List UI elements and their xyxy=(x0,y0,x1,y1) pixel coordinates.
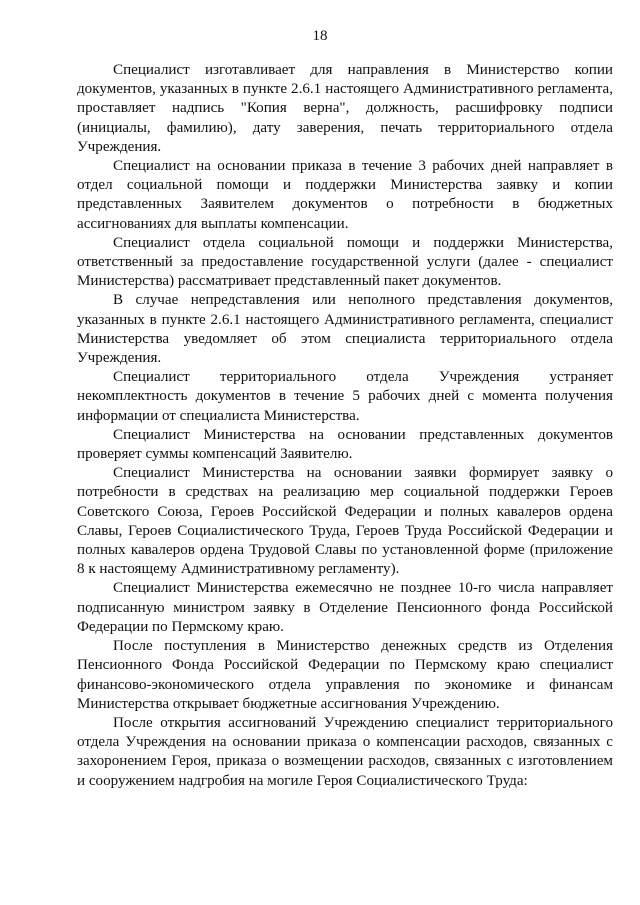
paragraph: В случае непредставления или неполного представления документов, указанных в пункте 2.6.1 настоящего Административного регламента, специалист Министерства уведомляет об этом специалиста территориального отдела Учреждения. xyxy=(77,292,613,367)
document-body xyxy=(77,61,613,791)
paragraph: Специалист изготавливает для направления в Министерство копии документов, указанных в пункте 2.6.1 настоящего Административного регламента, проставляет надпись "Копия верна", должность, расшифровку подписи (инициалы, фамилию), дату заверения, печать территориального отдела Учреждения. xyxy=(77,62,613,155)
paragraph: Специалист отдела социальной помощи и поддержки Министерства, ответственный за предоставление государственной услуги (далее - специалист Министерства) рассматривает представленный пакет документов. xyxy=(77,234,613,290)
paragraph: После открытия ассигнований Учреждению специалист территориального отдела Учреждения на основании приказа о компенсации расходов, связанных с захоронением Героя, приказа о возмещении расходов, связанных с изготовлением и сооружением надгробия на могиле Героя Социалистического Труда: xyxy=(77,714,613,789)
paragraph: Специалист Министерства на основании представленных документов проверяет суммы компенсаций Заявителю. xyxy=(77,426,613,463)
paragraph: Специалист на основании приказа в течение 3 рабочих дней направляет в отдел социальной помощи и поддержки Министерства заявку и копии представленных Заявителем документов о потребности в бюджетных ассигнованиях для выплаты компенсации. xyxy=(77,158,613,232)
paragraph: После поступления в Министерство денежных средств из Отделения Пенсионного Фонда Российской Федерации по Пермскому краю специалист финансово-экономического отдела управления по экономике и финансам Министерства открывает бюджетные ассигнования Учреждению. xyxy=(77,638,613,712)
page-number: 18 xyxy=(312,28,328,44)
paragraph: Специалист территориального отдела Учреждения устраняет некомплектность документов в течение 5 рабочих дней с момента получения информации от специалиста Министерства. xyxy=(77,369,613,424)
paragraph: Специалист Министерства на основании заявки формирует заявку о потребности в средствах на реализацию мер социальной поддержки Героев Советского Союза, Героев Российской Федерации и полных кавалеров ордена Славы, Героев Социалистического Труда, Героев Труда Российской Федерации и полных кавалеров ордена Трудовой Славы по установленной форме (приложение 8 к настоящему Административному регламенту). xyxy=(77,465,613,578)
paragraph: Специалист Министерства ежемесячно не позднее 10-го числа направляет подписанную министром заявку в Отделение Пенсионного фонда Российской Федерации по Пермскому краю. xyxy=(77,580,613,635)
